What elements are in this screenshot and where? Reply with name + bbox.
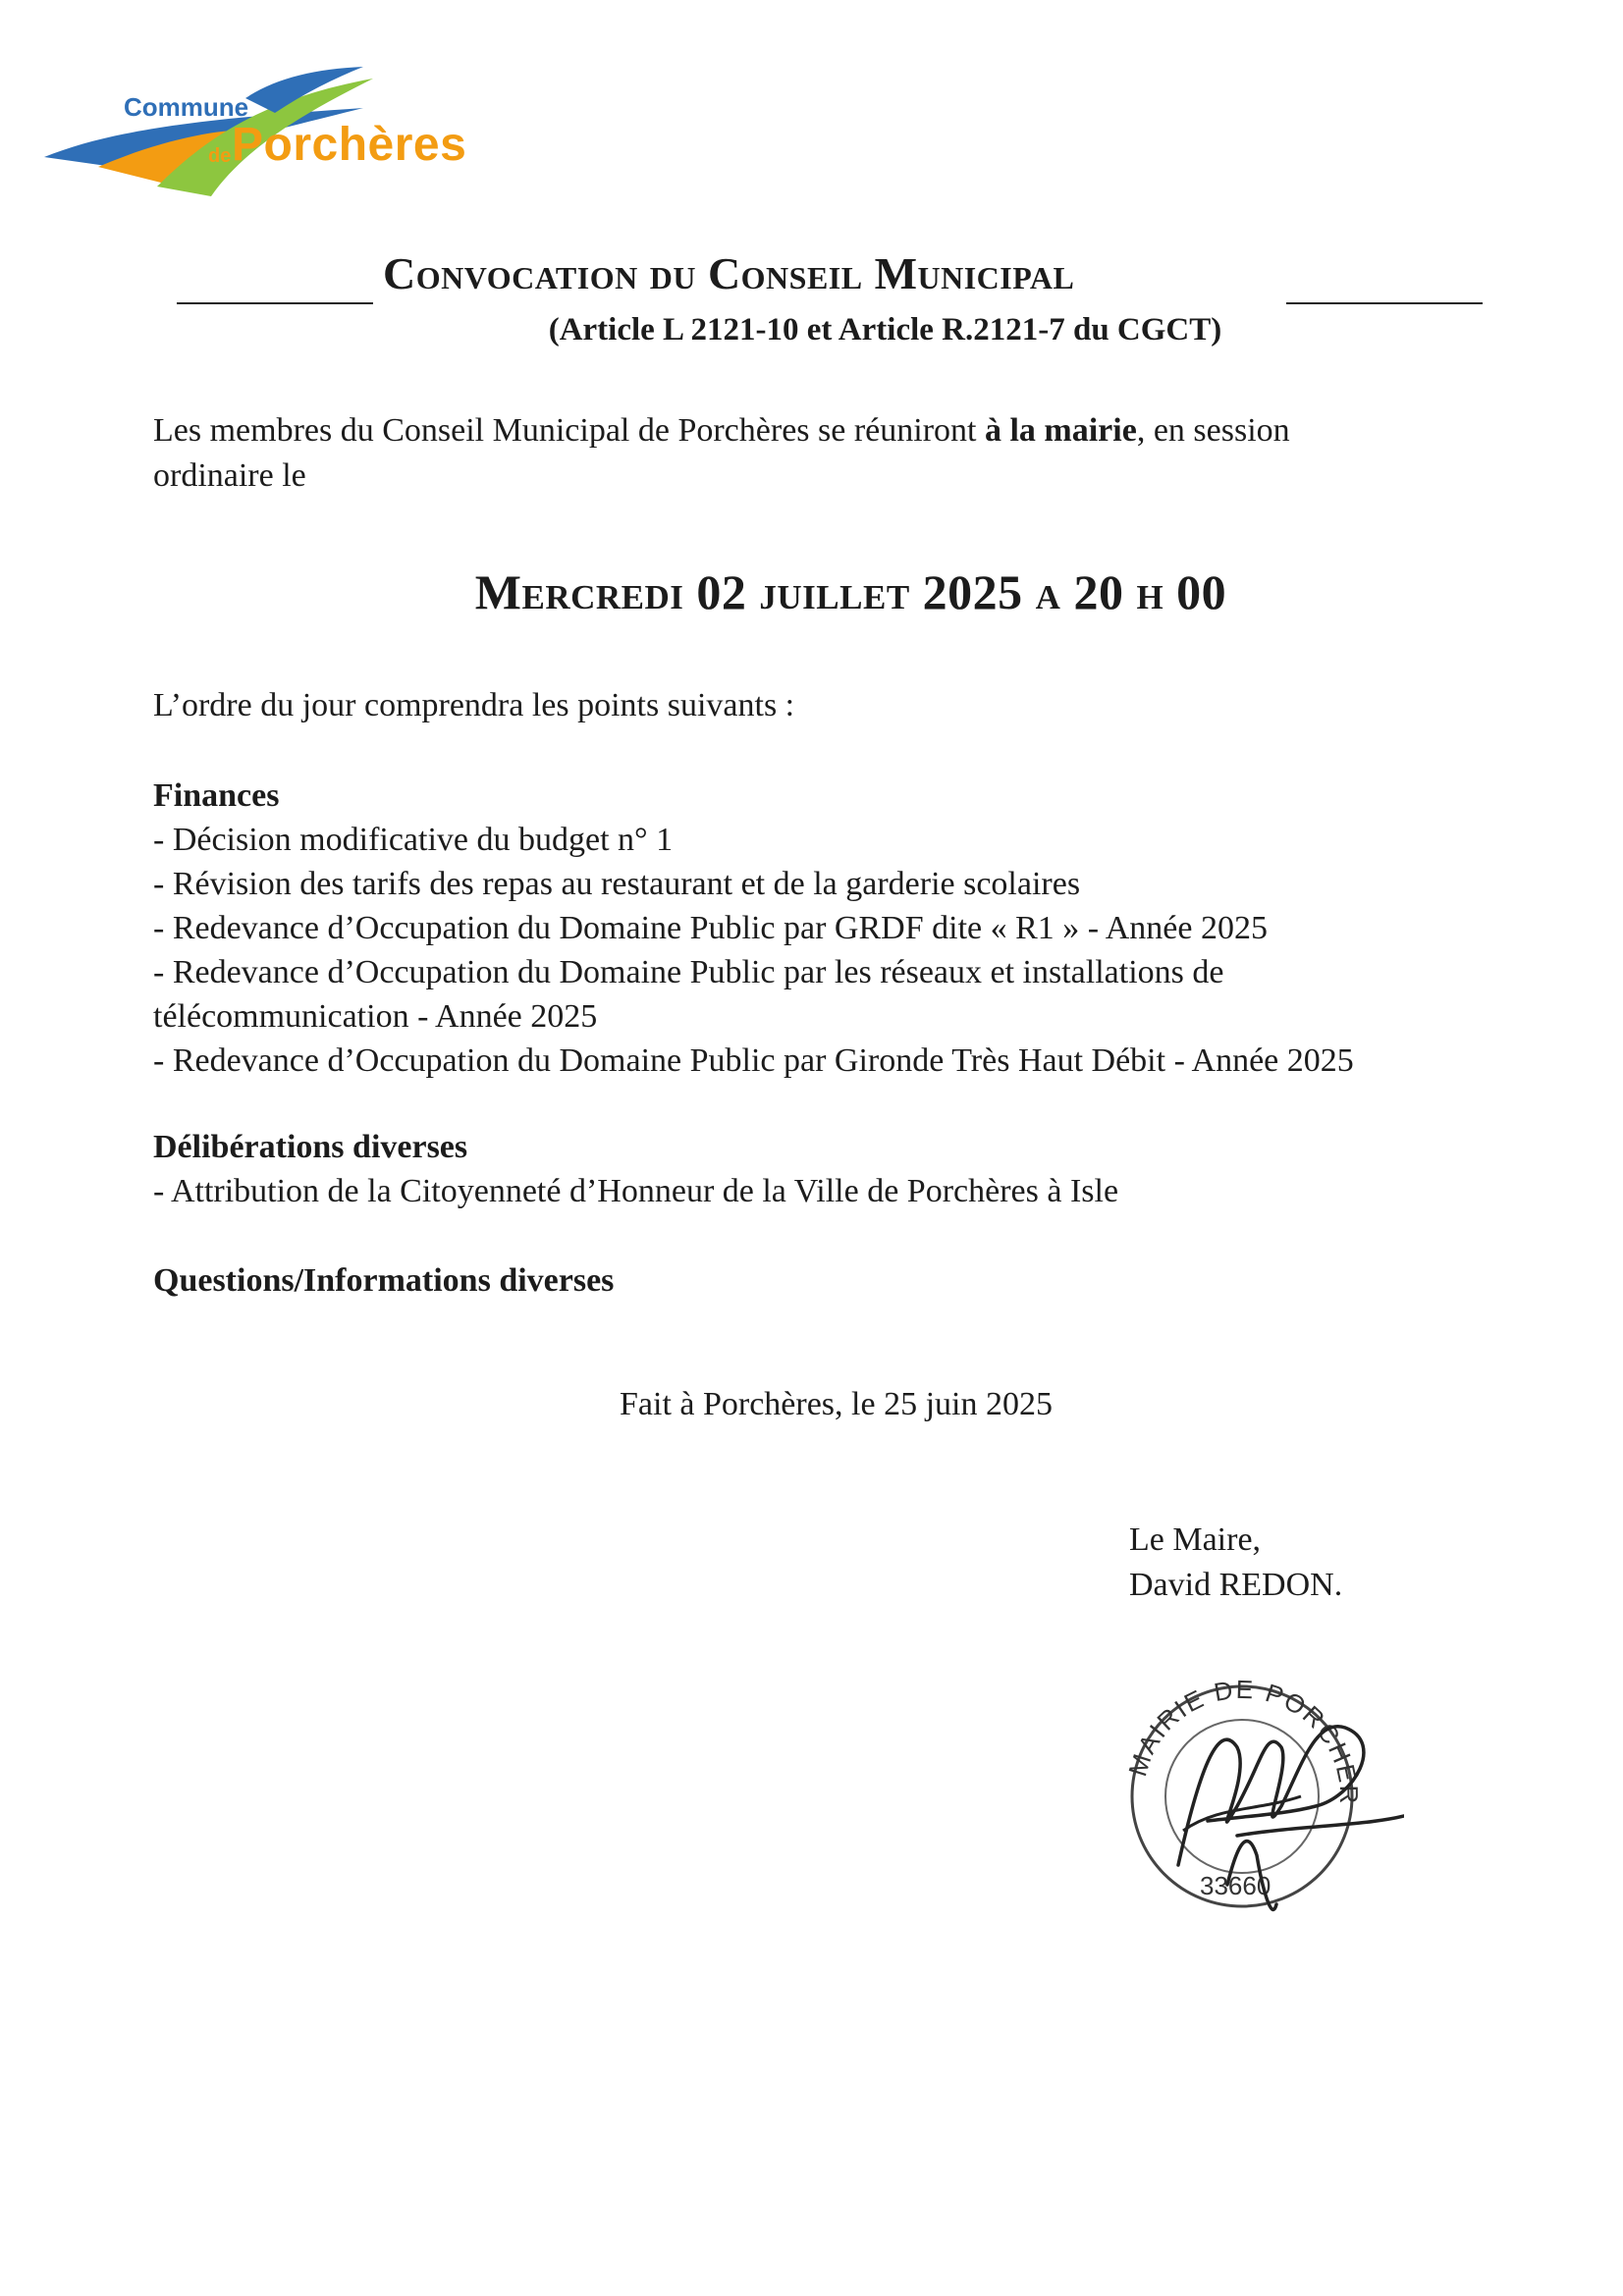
logo-de-text: de xyxy=(208,145,232,167)
svg-text:MAIRIE DE PORCHERES: MAIRIE DE PORCHER xyxy=(1122,1674,1365,1806)
meeting-date: Mercredi 02 juillet 2025 a 20 h 00 xyxy=(474,564,1227,619)
stamp-seal-icon xyxy=(1090,1659,1404,1944)
agenda-item: - Redevance d’Occupation du Domaine Public par les réseaux et installations de xyxy=(153,954,1224,990)
place-date: Fait à Porchères, le 25 juin 2025 xyxy=(620,1386,1053,1422)
agenda-section-questions xyxy=(153,1258,1528,1303)
page-subtitle: (Article L 2121-10 et Article R.2121-7 du CGCT) xyxy=(548,312,1222,347)
signature-role: Le Maire, xyxy=(1129,1522,1262,1558)
intro-text-before: Les membres du Conseil Municipal de Porchères se réuniront xyxy=(153,412,985,449)
logo-name-text: Porchères xyxy=(232,119,467,171)
agenda-section-deliberations xyxy=(153,1125,1528,1213)
agenda-intro: L’ordre du jour comprendra les points suivants : xyxy=(153,687,795,723)
logo-commune-text: Commune xyxy=(124,92,249,122)
title-rule-left xyxy=(177,302,373,304)
section-heading: Finances xyxy=(153,777,280,814)
intro-paragraph xyxy=(153,408,1512,499)
agenda-item: - Redevance d’Occupation du Domaine Public par GRDF dite « R1 » - Année 2025 xyxy=(153,910,1268,946)
agenda-item: - Décision modificative du budget n° 1 xyxy=(153,822,674,858)
signature-name: David REDON. xyxy=(1129,1567,1343,1603)
agenda-item: télécommunication - Année 2025 xyxy=(153,998,598,1035)
commune-logo xyxy=(39,59,501,206)
svg-text:33660: 33660 xyxy=(1200,1871,1271,1900)
intro-text-last: ordinaire le xyxy=(153,457,306,494)
agenda-item: - Attribution de la Citoyenneté d’Honneur de la Ville de Porchères à Isle xyxy=(153,1173,1119,1209)
title-row xyxy=(177,247,1483,316)
page-title: Convocation du Conseil Municipal xyxy=(383,248,1075,298)
agenda-section-finances xyxy=(153,774,1528,1083)
title-rule-right xyxy=(1286,302,1483,304)
official-stamp xyxy=(1090,1659,1404,1944)
section-heading: Délibérations diverses xyxy=(153,1129,468,1165)
intro-text-after: , en session xyxy=(1136,412,1290,449)
agenda-item: - Redevance d’Occupation du Domaine Public par Gironde Très Haut Débit - Année 2025 xyxy=(153,1042,1354,1079)
agenda-item: - Révision des tarifs des repas au restaurant et de la garderie scolaires xyxy=(153,866,1081,902)
signature-block xyxy=(1129,1518,1342,1608)
intro-text-bold: à la mairie xyxy=(984,412,1137,449)
section-heading: Questions/Informations diverses xyxy=(153,1262,615,1299)
